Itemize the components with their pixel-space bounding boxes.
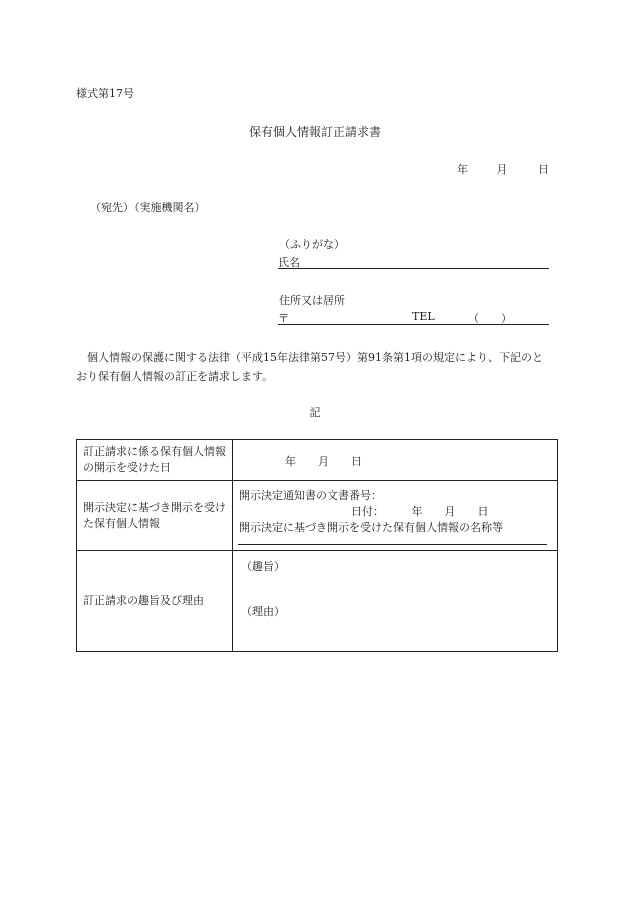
- table-row: [77, 481, 558, 551]
- statement-line-2: おり保有個人情報の訂正を請求します。: [76, 370, 274, 383]
- notice-doc-number: 開示決定通知書の文書番号：: [239, 489, 382, 502]
- addressee: （宛先）（実施機関名）: [90, 201, 206, 214]
- request-details-table: [76, 439, 558, 652]
- disclosed-info-underline: [238, 544, 547, 545]
- postal-mark: 〒: [278, 312, 289, 325]
- disclosed-info-cell[interactable]: [233, 481, 558, 551]
- table-row: [77, 440, 558, 481]
- date-fields: [457, 161, 549, 177]
- purpose-label: （趣旨）: [241, 560, 285, 573]
- notice-date: 日付： 年 月 日: [351, 505, 489, 518]
- date-year[interactable]: 年: [457, 163, 468, 176]
- ki-heading: 記: [309, 406, 321, 419]
- date-month[interactable]: 月: [496, 163, 508, 176]
- name-field[interactable]: [278, 254, 549, 269]
- table-row: [77, 551, 558, 652]
- disclosed-info-name: 開示決定に基づき開示を受けた保有個人情報の名称等: [239, 521, 503, 534]
- date-day[interactable]: 日: [538, 163, 549, 176]
- reason-label: （理由）: [241, 605, 285, 618]
- address-label: 住所又は居所: [279, 294, 345, 307]
- request-statement: [76, 348, 554, 386]
- statement-line-1: 個人情報の保護に関する法律（平成15年法律第57号）第91条第1項の規定により、下記のと: [87, 351, 543, 364]
- disclosure-date-cell[interactable]: [233, 440, 558, 481]
- page-title: 保有個人情報訂正請求書: [248, 125, 381, 139]
- disclosure-date-label: 訂正請求に係る保有個人情報の開示を受けた日: [77, 440, 233, 481]
- address-field[interactable]: [278, 310, 549, 325]
- name-label: 氏名: [278, 256, 300, 269]
- disclosed-info-label: 開示決定に基づき開示を受けた保有個人情報: [77, 481, 233, 551]
- tel-area-code[interactable]: （ ）: [468, 312, 512, 325]
- correction-purpose-label: 訂正請求の趣旨及び理由: [77, 551, 233, 652]
- tel-label: TEL: [412, 310, 435, 323]
- disclosure-date-value: 年 月 日: [285, 455, 362, 468]
- correction-purpose-cell[interactable]: [233, 551, 558, 652]
- form-number: 様式第17号: [76, 87, 134, 100]
- furigana-label: （ふりがな）: [279, 238, 345, 251]
